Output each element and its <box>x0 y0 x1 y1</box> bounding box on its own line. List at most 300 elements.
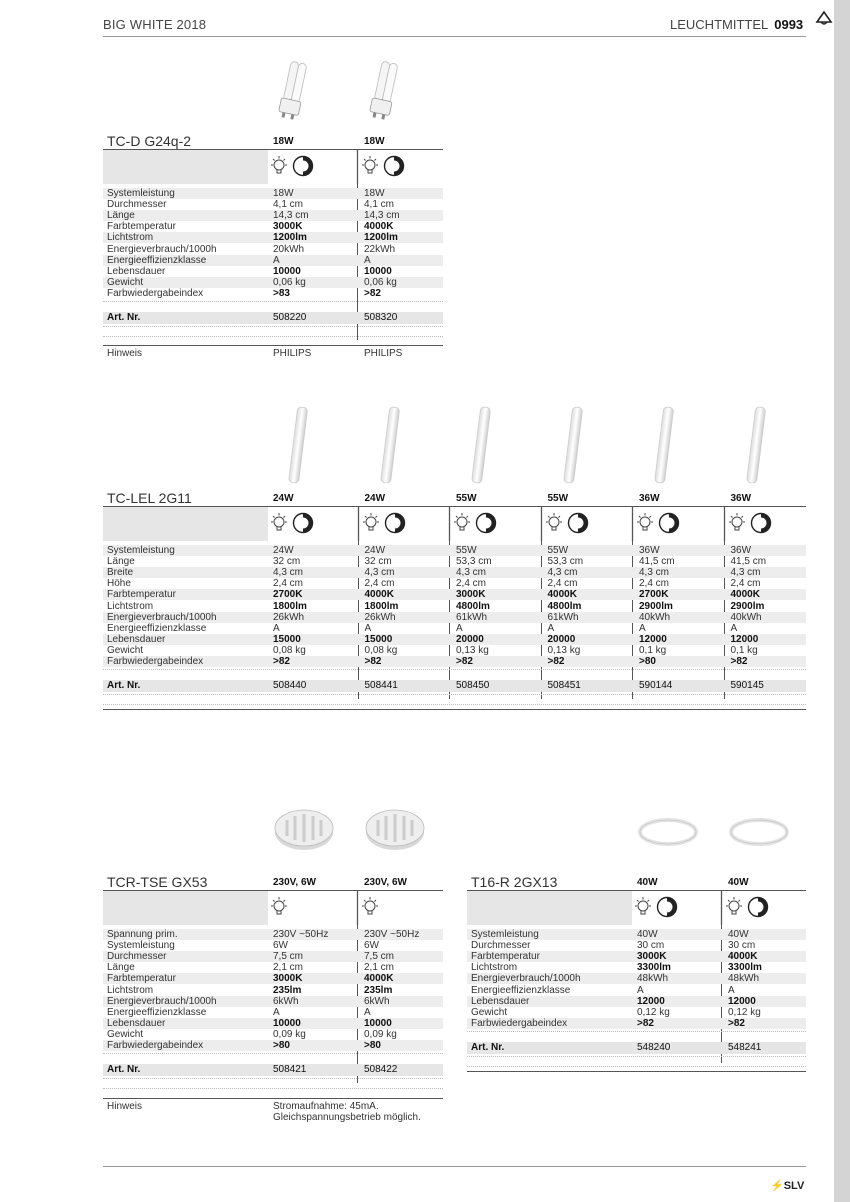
spec-value: >82 <box>364 656 382 667</box>
spec-label: Höhe <box>107 578 131 590</box>
spec-row <box>103 244 443 255</box>
spec-value: >82 <box>456 656 473 667</box>
section-bottom-rule <box>467 1071 806 1072</box>
light-bulb-icon <box>543 512 565 539</box>
spec-row <box>103 996 443 1007</box>
spec-value: 26kWh <box>273 611 305 623</box>
spec-label: Lichtstrom <box>107 232 154 244</box>
spec-value: 12000 <box>639 633 667 645</box>
article-number-label: Art. Nr. <box>107 680 141 692</box>
spec-value: >83 <box>273 287 290 299</box>
spec-value: 2,1 cm <box>364 962 395 974</box>
spec-value: 2900lm <box>639 600 673 612</box>
spec-value: >82 <box>728 1017 745 1029</box>
spec-row <box>467 985 806 996</box>
lamp-category-icon <box>815 10 833 31</box>
lamp-image <box>375 405 405 492</box>
spec-label: Energieverbrauch/1000h <box>107 995 217 1007</box>
wattage-label: 24W <box>364 493 386 504</box>
catalog-title: BIG WHITE 2018 <box>103 17 207 32</box>
category-title <box>670 17 803 32</box>
spec-value: A <box>364 254 371 266</box>
spec-value: >82 <box>730 656 748 667</box>
section-bottom-rule <box>103 709 806 710</box>
spec-value: 0,12 kg <box>728 1006 761 1018</box>
spec-value: 3000K <box>456 589 486 601</box>
spec-value: 61kWh <box>456 611 488 623</box>
spec-value: 4000K <box>730 589 760 601</box>
article-number: 508320 <box>364 312 398 323</box>
spec-value: 10000 <box>364 1017 392 1029</box>
light-bulb-icon <box>634 512 656 539</box>
dotted-divider <box>103 1078 443 1079</box>
article-number: 590144 <box>639 680 673 692</box>
spec-label: Farbtemperatur <box>107 973 176 985</box>
icon-cell <box>268 150 356 184</box>
spec-value: 4800lm <box>456 600 490 612</box>
dotted-divider <box>103 336 443 337</box>
spec-value: 26kWh <box>364 611 396 623</box>
spec-value: 20kWh <box>273 243 305 255</box>
wattage-label: 24W <box>273 493 294 504</box>
spec-value: 0,13 kg <box>456 644 489 656</box>
spec-value: 41,5 cm <box>730 556 767 568</box>
article-number: 508421 <box>273 1064 307 1076</box>
page-number: 0993 <box>774 17 804 32</box>
light-bulb-icon <box>632 896 654 923</box>
spec-value: 2,4 cm <box>730 578 761 590</box>
wattage-label: 36W <box>639 493 660 504</box>
spec-label: Lichtstrom <box>471 962 518 974</box>
spec-value: 14,3 cm <box>364 210 400 222</box>
wattage-label: 40W <box>728 877 749 888</box>
color-temperature-icon <box>567 512 589 539</box>
light-bulb-icon <box>726 512 748 539</box>
hinweis-rule <box>103 1098 443 1099</box>
spec-value: 1800lm <box>364 600 399 612</box>
article-number: 548241 <box>728 1041 762 1053</box>
spec-label: Gewicht <box>471 1006 508 1018</box>
spec-value: 12000 <box>730 633 759 645</box>
icon-cell <box>634 507 723 541</box>
spec-label: Lebensdauer <box>107 265 166 277</box>
color-temperature-icon <box>475 512 497 539</box>
lamp-image <box>364 60 404 129</box>
wattage-label: 230V, 6W <box>273 877 316 888</box>
spec-row <box>103 951 443 962</box>
spec-label: Farbwiedergabeindex <box>471 1017 568 1029</box>
spec-row <box>103 277 443 288</box>
spec-label: Farbwiedergabeindex <box>107 287 204 299</box>
light-bulb-icon <box>268 155 290 182</box>
spec-label: Farbwiedergabeindex <box>107 1040 204 1051</box>
spec-row <box>103 645 806 656</box>
spec-value: 32 cm <box>364 556 392 568</box>
spec-label: Länge <box>107 556 135 568</box>
spec-row <box>103 188 443 199</box>
article-number-label: Art. Nr. <box>471 1041 505 1053</box>
spec-value: >82 <box>364 287 381 299</box>
dotted-divider <box>103 694 806 695</box>
spec-value: >80 <box>273 1040 290 1051</box>
spec-label: Energieverbrauch/1000h <box>471 973 581 985</box>
wattage-label: 18W <box>273 136 294 147</box>
article-number-label: Art. Nr. <box>107 312 141 323</box>
dotted-divider <box>103 326 443 327</box>
spec-value: 230V ~50Hz <box>364 929 420 940</box>
spec-value: 18W <box>364 188 385 199</box>
spec-value: >80 <box>639 656 656 667</box>
spec-value: 6kWh <box>364 995 390 1007</box>
icon-cell <box>451 507 540 541</box>
spec-row <box>103 288 443 299</box>
spec-value: >82 <box>547 656 565 667</box>
spec-row <box>467 962 806 973</box>
spec-value: 6kWh <box>273 995 299 1007</box>
lamp-image <box>273 60 313 129</box>
article-number-row <box>103 312 443 324</box>
spec-label: Lichtstrom <box>107 984 154 996</box>
hinweis-value: PHILIPS <box>364 348 403 359</box>
article-number: 508422 <box>364 1064 398 1076</box>
spec-value: 15000 <box>364 633 393 645</box>
spec-value: 20000 <box>456 633 484 645</box>
spec-value: 1200lm <box>364 232 398 244</box>
spec-value: 22kWh <box>364 243 396 255</box>
brand-label: SLV <box>783 1180 805 1192</box>
spec-row <box>467 996 806 1007</box>
spec-value: 230V ~50Hz <box>273 929 329 940</box>
spec-value: 4000K <box>364 221 394 233</box>
spec-value: 53,3 cm <box>547 556 584 568</box>
spec-label: Durchmesser <box>471 940 531 952</box>
spec-value: A <box>456 622 463 634</box>
spec-value: 3000K <box>273 973 303 985</box>
spec-value: 36W <box>639 545 660 556</box>
spec-value: 3300lm <box>637 962 671 974</box>
header-rule <box>103 36 806 37</box>
article-number: 508220 <box>273 312 307 323</box>
light-bulb-icon <box>268 512 290 539</box>
spec-value: 4,3 cm <box>639 567 670 579</box>
spec-row <box>103 1007 443 1018</box>
icon-cell <box>543 507 632 541</box>
spec-row <box>103 973 443 984</box>
spec-value: A <box>273 254 280 266</box>
wattage-label: 55W <box>456 493 477 504</box>
spec-row <box>103 962 443 973</box>
spec-value: 3300lm <box>728 962 762 974</box>
color-temperature-icon <box>656 896 678 923</box>
spec-value: 0,08 kg <box>273 644 306 656</box>
hinweis-label: Hinweis <box>107 1101 143 1112</box>
spec-value: A <box>639 622 646 634</box>
spec-value: A <box>728 984 735 996</box>
spec-label: Durchmesser <box>107 199 167 211</box>
spec-label: Farbtemperatur <box>471 951 540 963</box>
spec-label: Gewicht <box>107 276 144 288</box>
icon-cell <box>360 507 449 541</box>
color-temperature-icon <box>384 512 406 539</box>
spec-label: Spannung prim. <box>107 929 178 940</box>
spec-value: 4,3 cm <box>547 567 578 579</box>
spec-row <box>103 940 443 951</box>
wattage-label: 55W <box>547 493 569 504</box>
spec-label: Länge <box>107 962 135 974</box>
spec-value: 48kWh <box>637 973 669 985</box>
spec-label: Systemleistung <box>107 188 175 199</box>
spec-value: 55W <box>456 545 477 556</box>
lamp-image <box>273 806 335 857</box>
spec-value: 3000K <box>273 221 303 233</box>
spec-value: 4000K <box>364 589 394 601</box>
spec-row <box>103 612 806 623</box>
spec-row <box>103 556 806 567</box>
spec-label: Energieeffizienzklasse <box>471 984 571 996</box>
color-temperature-icon <box>292 155 314 182</box>
spec-label: Energieeffizienzklasse <box>107 254 207 266</box>
article-number-label: Art. Nr. <box>107 1064 141 1076</box>
spec-value: 7,5 cm <box>364 951 395 963</box>
spec-value: 20000 <box>547 633 576 645</box>
dotted-divider <box>103 704 806 705</box>
icon-cell <box>359 891 447 925</box>
spec-value: >82 <box>637 1017 654 1029</box>
hinweis-note: Stromaufnahme: 45mA. <box>273 1101 379 1112</box>
spec-value: 30 cm <box>728 940 756 952</box>
spec-value: 235lm <box>364 984 393 996</box>
spec-value: 0,1 kg <box>730 644 758 656</box>
footer-rule <box>103 1166 806 1167</box>
hinweis-value: PHILIPS <box>273 348 312 359</box>
spec-value: A <box>364 1006 371 1018</box>
section-title: TCR-TSE GX53 <box>107 874 208 890</box>
spec-value: 61kWh <box>547 611 579 623</box>
spec-label: Breite <box>107 567 134 579</box>
spec-value: 4,3 cm <box>364 567 395 579</box>
spec-row <box>467 973 806 984</box>
spec-label: Energieverbrauch/1000h <box>107 611 217 623</box>
light-bulb-icon <box>359 155 381 182</box>
spec-row <box>103 221 443 232</box>
dotted-divider <box>103 1088 443 1089</box>
spec-value: 10000 <box>273 1017 301 1029</box>
spec-label: Farbtemperatur <box>107 221 176 233</box>
section-title: TC-LEL 2G11 <box>107 490 192 506</box>
spec-label: Systemleistung <box>107 545 175 556</box>
spec-value: 12000 <box>728 995 756 1007</box>
spec-label: Durchmesser <box>107 951 167 963</box>
spec-row <box>103 601 806 612</box>
spec-value: 4800lm <box>547 600 582 612</box>
wattage-label: 40W <box>637 877 658 888</box>
spec-value: 41,5 cm <box>639 556 675 568</box>
article-number-row <box>467 1042 806 1054</box>
dotted-divider <box>103 669 806 670</box>
spec-value: 0,06 kg <box>364 276 397 288</box>
category-label: LEUCHTMITTEL <box>670 17 769 32</box>
color-temperature-icon <box>292 512 314 539</box>
spec-value: 15000 <box>273 633 301 645</box>
spec-label: Farbwiedergabeindex <box>107 656 204 667</box>
spec-label: Gewicht <box>107 1028 144 1040</box>
icon-cell <box>359 150 447 184</box>
spec-row <box>467 1007 806 1018</box>
section-title: T16-R 2GX13 <box>471 874 558 890</box>
brand-logo: ⚡SLV <box>770 1180 805 1192</box>
spec-value: 30 cm <box>637 940 665 952</box>
lamp-image <box>283 405 313 492</box>
spec-value: 40kWh <box>730 611 762 623</box>
spec-value: 4,3 cm <box>730 567 761 579</box>
lamp-image <box>741 405 771 492</box>
article-number: 508450 <box>456 680 490 692</box>
spec-value: 2,4 cm <box>456 578 487 590</box>
spec-value: 2900lm <box>730 600 765 612</box>
article-number: 508451 <box>547 680 581 692</box>
spec-value: >80 <box>364 1040 381 1051</box>
color-temperature-icon <box>658 512 680 539</box>
spec-value: 10000 <box>364 265 392 277</box>
spec-value: 2700K <box>273 589 303 601</box>
spec-value: 32 cm <box>273 556 301 568</box>
spec-value: 2,4 cm <box>364 578 395 590</box>
spec-row <box>103 1029 443 1040</box>
spec-value: 2,4 cm <box>273 578 304 590</box>
spec-value: 36W <box>730 545 752 556</box>
dotted-divider <box>103 301 443 302</box>
spec-row <box>467 929 806 940</box>
hinweis-label: Hinweis <box>107 348 143 359</box>
spec-row <box>103 589 806 600</box>
lamp-image <box>637 815 699 854</box>
page-edge-bar <box>834 0 850 1202</box>
spec-value: 4000K <box>728 951 758 963</box>
spec-value: 1800lm <box>273 600 307 612</box>
light-bulb-icon <box>360 512 382 539</box>
lamp-image <box>649 405 679 492</box>
spec-value: 10000 <box>273 265 301 277</box>
spec-row <box>467 951 806 962</box>
spec-value: >82 <box>273 656 290 667</box>
light-bulb-icon <box>268 896 290 923</box>
spec-row <box>103 266 443 277</box>
spec-value: 18W <box>273 188 294 199</box>
spec-value: 4,1 cm <box>364 199 395 211</box>
spec-row <box>103 634 806 645</box>
spec-value: 235lm <box>273 984 302 996</box>
spec-label: Energieverbrauch/1000h <box>107 243 217 255</box>
lamp-image <box>364 806 426 857</box>
spec-value: A <box>637 984 644 996</box>
spec-value: 55W <box>547 545 569 556</box>
lamp-image <box>466 405 496 492</box>
wattage-label: 230V, 6W <box>364 877 407 888</box>
spec-label: Systemleistung <box>107 940 175 952</box>
lamp-image <box>728 815 790 854</box>
spec-value: 0,09 kg <box>364 1028 397 1040</box>
dotted-divider <box>467 1056 806 1057</box>
spec-label: Systemleistung <box>471 929 539 940</box>
spec-value: 53,3 cm <box>456 556 492 568</box>
spec-label: Lebensdauer <box>107 1017 166 1029</box>
spec-value: 7,5 cm <box>273 951 304 963</box>
icon-cell <box>268 507 357 541</box>
spec-row <box>103 1040 443 1051</box>
spec-value: A <box>273 1006 280 1018</box>
spec-value: 0,08 kg <box>364 644 398 656</box>
icon-cell <box>632 891 720 925</box>
spec-value: 40kWh <box>639 611 671 623</box>
icon-cell <box>723 891 811 925</box>
spec-row <box>103 623 806 634</box>
spec-row <box>103 567 806 578</box>
article-number: 508440 <box>273 680 307 692</box>
spec-value: 24W <box>273 545 294 556</box>
spec-label: Farbtemperatur <box>107 589 176 601</box>
spec-value: A <box>547 622 555 634</box>
color-temperature-icon <box>383 155 405 182</box>
spec-value: 4,3 cm <box>273 567 304 579</box>
spec-label: Länge <box>107 210 135 222</box>
spec-row <box>103 232 443 243</box>
spec-value: 2,4 cm <box>547 578 578 590</box>
spec-row <box>467 940 806 951</box>
spec-value: 0,09 kg <box>273 1028 306 1040</box>
dotted-divider <box>467 1031 806 1032</box>
wattage-label: 18W <box>364 136 385 147</box>
spec-row <box>103 578 806 589</box>
article-number: 590145 <box>730 680 764 692</box>
lamp-image <box>558 405 588 492</box>
spec-value: 4000K <box>547 589 577 601</box>
spec-value: 24W <box>364 545 386 556</box>
spec-value: 12000 <box>637 995 665 1007</box>
spec-value: 6W <box>364 940 379 952</box>
spec-value: 4,3 cm <box>456 567 487 579</box>
spec-row <box>103 656 806 667</box>
spec-value: 0,13 kg <box>547 644 581 656</box>
spec-value: A <box>273 622 280 634</box>
spec-value: 14,3 cm <box>273 210 309 222</box>
dotted-divider <box>103 1053 443 1054</box>
spec-value: A <box>364 622 372 634</box>
icon-cell <box>268 891 356 925</box>
spec-label: Energieeffizienzklasse <box>107 1006 207 1018</box>
spec-value: 2,4 cm <box>639 578 670 590</box>
hinweis-rule <box>103 345 443 346</box>
light-bulb-icon <box>451 512 473 539</box>
spec-value: 4000K <box>364 973 394 985</box>
spec-value: 40W <box>728 929 749 940</box>
spec-value: 2700K <box>639 589 669 601</box>
color-temperature-icon <box>750 512 772 539</box>
color-temperature-icon <box>747 896 769 923</box>
light-bulb-icon <box>359 896 381 923</box>
spec-value: 48kWh <box>728 973 760 985</box>
article-number-row <box>103 1064 443 1076</box>
spec-value: 4,1 cm <box>273 199 304 211</box>
spec-label: Gewicht <box>107 644 144 656</box>
dotted-divider <box>467 1066 806 1067</box>
spec-value: 0,1 kg <box>639 644 667 656</box>
hinweis-note: Gleichspannungsbetrieb möglich. <box>273 1112 421 1123</box>
spec-value: 1200lm <box>273 232 307 244</box>
spec-label: Energieeffizienzklasse <box>107 622 207 634</box>
section-title: TC-D G24q-2 <box>107 133 192 149</box>
spec-value: 2,1 cm <box>273 962 304 974</box>
spec-label: Lebensdauer <box>107 633 166 645</box>
